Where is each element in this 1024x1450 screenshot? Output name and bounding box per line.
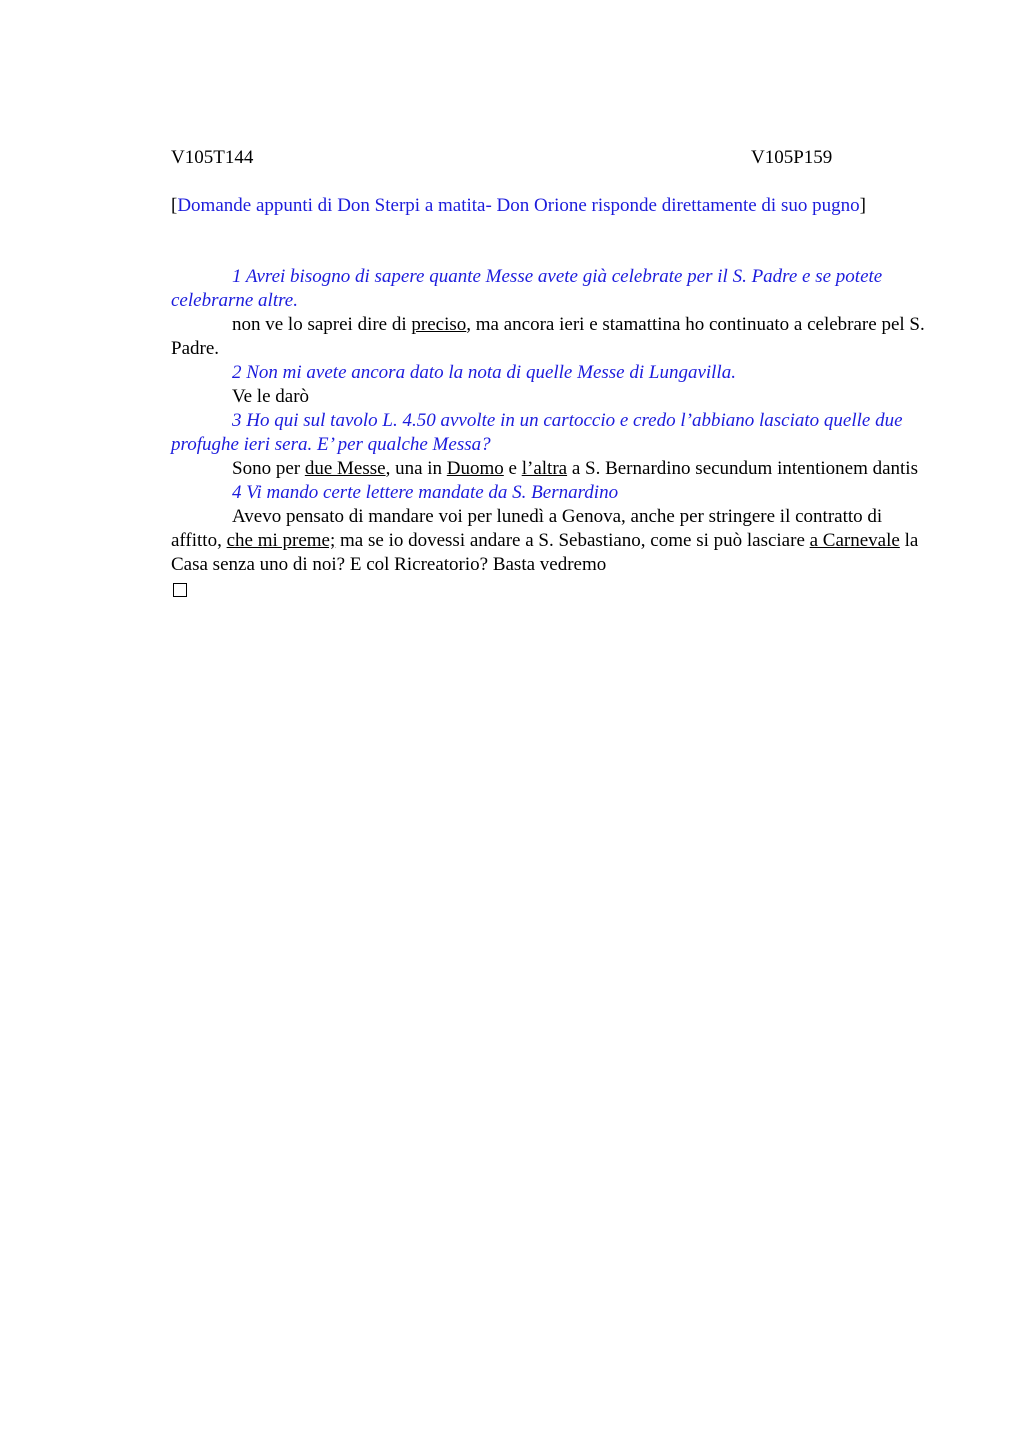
question-3: 3 Ho qui sul tavolo L. 4.50 avvolte in un cartoccio e credo l’abbiano lasciato quelle due profughe ieri sera. E’ per qualche Messa? [171,410,903,455]
question-2: 2 Non mi avete ancora dato la nota di quelle Messe di Lungavilla. [232,362,736,383]
note-open-bracket: [ [171,195,178,216]
answer-1-part-1: non ve lo saprei dire di [232,314,412,335]
answer-2: Ve le darò [232,386,310,407]
document-body [171,265,931,597]
answer-4-underlined-2: a Carnevale [809,530,900,551]
answer-4 [171,505,931,577]
answer-4-part-2: ma se io dovessi andare a S. Sebastiano, come si può lasciare [335,530,810,551]
answer-3-part-1: Sono per [232,458,305,479]
answer-3-part-3: e [503,458,522,479]
note-close-bracket: ] [859,195,866,216]
document-code-right: V105P159 [751,147,833,168]
answer-3-part-2: , una in [385,458,447,479]
answer-1-underlined-1: preciso [411,314,467,335]
answer-3-underlined-2: Duomo [446,458,504,479]
document-header [171,146,931,170]
question-4: 4 Vi mando certe lettere mandate da S. Bernardino [232,482,619,503]
editorial-note [171,194,931,218]
empty-square-icon [173,583,187,597]
answer-4-underlined-1: che mi preme; [226,530,336,551]
answer-1-part-2: , ma ancora ieri e stamattina ho continuato a celebrare pel S. Padre. [171,314,925,359]
question-1: 1 Avrei bisogno di sapere quante Messe avete già celebrate per il S. Padre e se potete celebrarne altre. [171,266,883,311]
answer-1 [171,313,931,361]
document-code-left: V105T144 [171,147,254,168]
answer-3-underlined-1: due Messe [304,458,386,479]
answer-4-part-3: la Casa senza uno di noi? E col Ricreatorio? Basta vedremo [171,530,919,575]
note-text: Domande appunti di Don Sterpi a matita- Don Orione risponde direttamente di suo pugno [177,195,860,216]
answer-3-part-4: a S. Bernardino secundum intentionem dantis [567,458,918,479]
answer-4-part-1: Avevo pensato di mandare voi per lunedì a Genova, anche per stringere il contratto di affitto, [171,506,883,551]
answer-3 [171,457,931,481]
answer-3-underlined-3: l’altra [521,458,568,479]
